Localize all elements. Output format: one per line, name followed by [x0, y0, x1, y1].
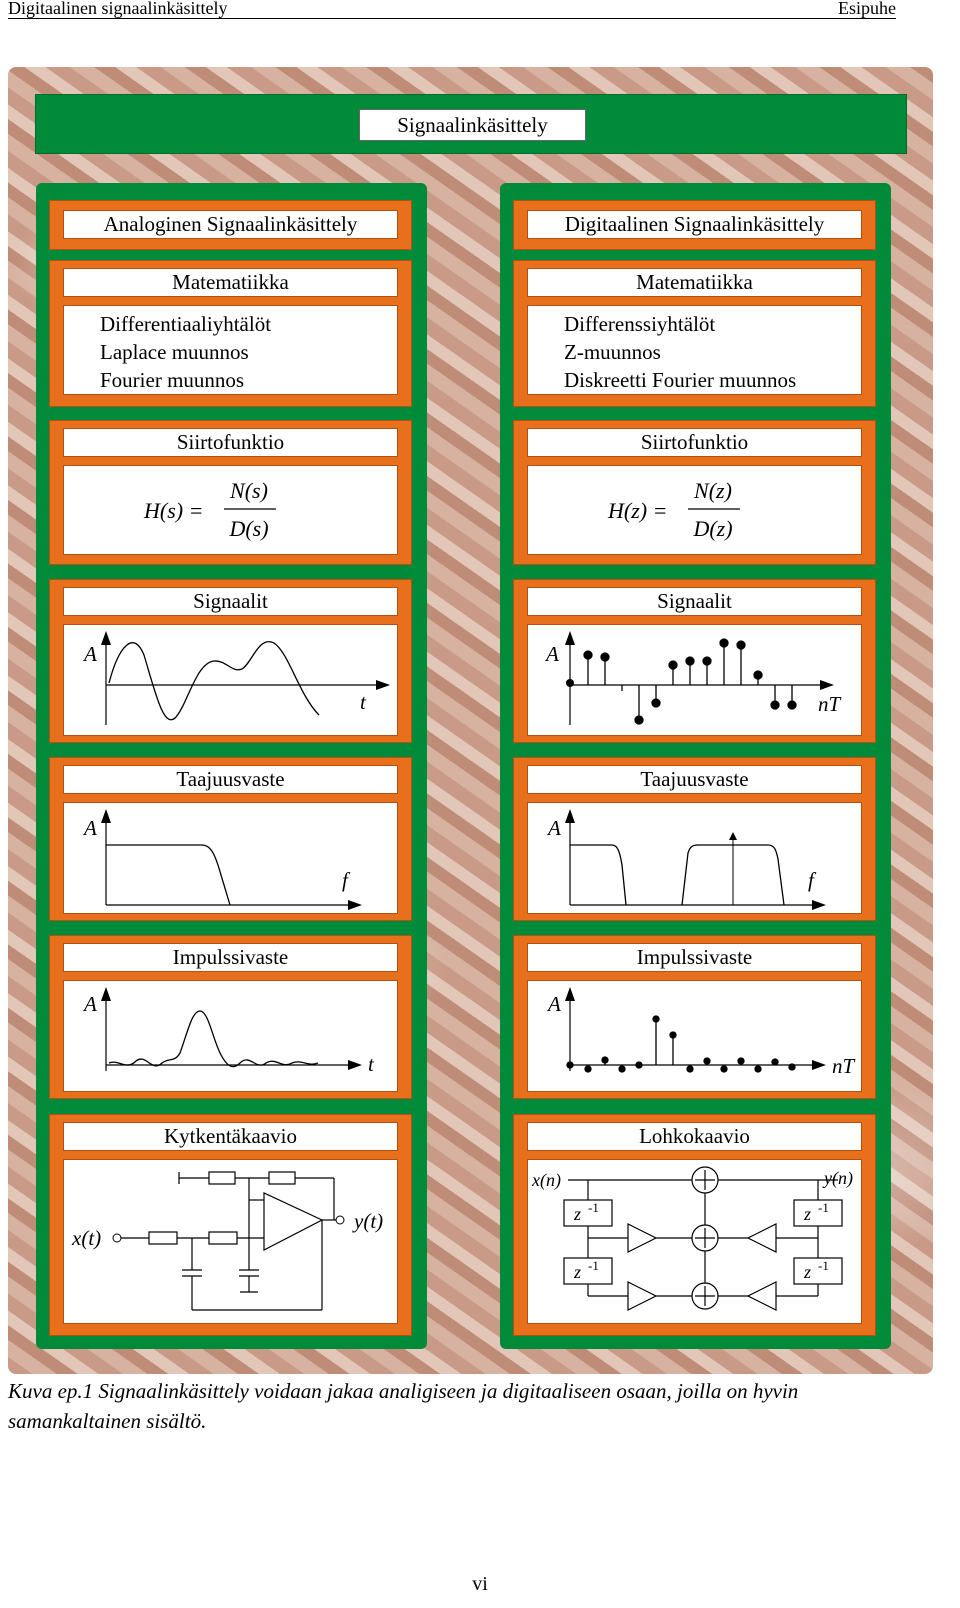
digital-math-body	[528, 306, 861, 394]
y-arrow-icon	[101, 987, 111, 1001]
analog-circuit-label: Kytkentäkaavio	[64, 1123, 397, 1150]
analog-column	[36, 183, 427, 1349]
x-arrow-icon	[820, 680, 834, 690]
y-axis-label: A	[548, 816, 561, 840]
y-axis-label: A	[84, 816, 97, 840]
delay-block	[564, 1200, 612, 1226]
nyquist-arrow-icon	[729, 832, 737, 840]
delay-symbol: z	[574, 1262, 582, 1282]
delay-block	[794, 1258, 842, 1284]
digital-freq-panel	[514, 758, 875, 920]
analog-impulse-label: Impulssivaste	[64, 944, 397, 971]
input-terminal	[113, 1234, 121, 1242]
analog-impulse-panel	[50, 936, 411, 1098]
x-arrow-icon	[812, 900, 826, 910]
digital-block-body	[528, 1160, 861, 1323]
analog-freq-body	[64, 803, 397, 913]
analog-impulse-body	[64, 981, 397, 1091]
digital-transfer-body	[528, 466, 861, 554]
digital-signals-label: Signaalit	[528, 588, 861, 615]
analog-transfer-label: Siirtofunktio	[64, 429, 397, 456]
digital-transfer-formula	[528, 466, 861, 554]
analog-transfer-body	[64, 466, 397, 554]
digital-block-panel	[514, 1115, 875, 1335]
analog-signals-body	[64, 625, 397, 735]
delay-exponent: -1	[588, 1258, 599, 1273]
digital-math-label: Matematiikka	[528, 269, 861, 296]
analog-transfer-panel	[50, 421, 411, 564]
sample-stems	[584, 639, 796, 724]
formula-denominator: D(s)	[229, 516, 269, 541]
x-axis-label: nT	[832, 1054, 855, 1078]
analog-math-lines	[100, 310, 271, 394]
digital-transfer-panel	[514, 421, 875, 564]
y-arrow-icon	[565, 631, 575, 645]
block-input-label: x(n)	[532, 1170, 561, 1190]
delay-exponent: -1	[818, 1200, 829, 1215]
analog-math-line: Fourier muunnos	[100, 368, 245, 392]
lowpass-curve	[106, 845, 230, 905]
analog-math-body	[64, 306, 397, 394]
formula-lhs: H(z) =	[608, 498, 668, 523]
x-axis-label: f	[342, 868, 348, 892]
y-arrow-icon	[565, 809, 575, 823]
block-wires	[568, 1167, 838, 1310]
x-axis-label: f	[808, 868, 814, 892]
digital-freq-plot	[528, 803, 861, 913]
y-arrow-icon	[101, 809, 111, 823]
digital-heading: Digitaalinen Signaalinkäsittely	[528, 211, 861, 238]
digital-math-panel	[514, 261, 875, 406]
x-axis-label: t	[360, 690, 366, 714]
digital-column	[500, 183, 891, 1349]
analog-transfer-formula	[64, 466, 397, 554]
analog-impulse-plot	[64, 981, 397, 1091]
sample-dot	[566, 679, 574, 687]
x-arrow-icon	[376, 680, 390, 690]
circuit-output-label: y(t)	[354, 1209, 384, 1233]
analog-heading: Analoginen Signaalinkäsittely	[64, 211, 397, 238]
x-arrow-icon	[348, 1060, 362, 1070]
diagram-poster	[8, 67, 933, 1374]
y-axis-label: A	[84, 992, 97, 1016]
circuit-wires	[121, 1172, 336, 1310]
digital-transfer-label: Siirtofunktio	[528, 429, 861, 456]
digital-impulse-panel	[514, 936, 875, 1098]
y-axis-label: A	[548, 992, 561, 1016]
delay-symbol: z	[574, 1204, 582, 1224]
x-arrow-icon	[348, 900, 362, 910]
formula-denominator: D(z)	[693, 516, 733, 541]
formula-numerator: N(s)	[230, 478, 268, 503]
analog-signal-curve	[109, 642, 319, 720]
y-axis-label: A	[546, 642, 559, 666]
digital-impulse-body	[528, 981, 861, 1091]
analog-signals-label: Signaalit	[64, 588, 397, 615]
digital-math-line: Z-muunnos	[564, 340, 661, 364]
circuit-diagram	[64, 1160, 397, 1323]
block-output-label: y(n)	[824, 1168, 853, 1188]
impulse-stems	[567, 1016, 795, 1072]
delay-symbol: z	[804, 1204, 812, 1224]
delay-exponent: -1	[818, 1258, 829, 1273]
diagram-title: Signaalinkäsittely	[359, 109, 586, 141]
digital-math-line: Diskreetti Fourier muunnos	[564, 368, 797, 392]
x-axis-label: t	[368, 1052, 374, 1076]
analog-freq-label: Taajuusvaste	[64, 766, 397, 793]
sinc-curve	[109, 1011, 318, 1067]
analog-math-panel	[50, 261, 411, 406]
analog-heading-panel	[50, 201, 411, 249]
analog-math-label: Matematiikka	[64, 269, 397, 296]
formula-numerator: N(z)	[694, 478, 732, 503]
delay-exponent: -1	[588, 1200, 599, 1215]
digital-math-line: Differenssiyhtälöt	[564, 312, 716, 336]
figure-caption: Kuva ep.1 Signaalinkäsittely voidaan jakaa analigiseen ja digitaaliseen osaan, joilla on hyvin samankaltainen sisältö.	[8, 1379, 799, 1433]
analog-circuit-panel	[50, 1115, 411, 1335]
digital-math-lines	[564, 310, 796, 394]
digital-freq-label: Taajuusvaste	[528, 766, 861, 793]
digital-signals-body	[528, 625, 861, 735]
analog-freq-panel	[50, 758, 411, 920]
periodic-spectrum-curve	[570, 845, 784, 905]
delay-block	[564, 1258, 612, 1284]
block-diagram	[528, 1160, 861, 1323]
delay-block	[794, 1200, 842, 1226]
y-arrow-icon	[101, 631, 111, 645]
analog-signal-plot	[64, 625, 397, 735]
circuit-input-label: x(t)	[72, 1226, 102, 1250]
output-terminal	[336, 1216, 344, 1224]
digital-block-label: Lohkokaavio	[528, 1123, 861, 1150]
digital-freq-body	[528, 803, 861, 913]
analog-math-line: Laplace muunnos	[100, 340, 249, 364]
page-number: vi	[472, 1573, 488, 1595]
analog-circuit-body	[64, 1160, 397, 1323]
page-header	[8, 0, 896, 19]
title-bar	[36, 95, 906, 153]
digital-heading-panel	[514, 201, 875, 249]
y-arrow-icon	[565, 987, 575, 1001]
header-left: Digitaalinen signaalinkäsittely	[8, 0, 228, 18]
digital-impulse-plot	[528, 981, 861, 1091]
x-arrow-icon	[812, 1060, 826, 1070]
analog-math-line: Differentiaaliyhtälöt	[100, 312, 272, 336]
x-axis-label: nT	[818, 692, 841, 716]
formula-lhs: H(s) =	[144, 498, 204, 523]
digital-impulse-label: Impulssivaste	[528, 944, 861, 971]
y-axis-label: A	[84, 642, 97, 666]
delay-symbol: z	[804, 1262, 812, 1282]
header-right: Esipuhe	[838, 0, 896, 18]
digital-signals-panel	[514, 580, 875, 742]
digital-signal-plot	[528, 625, 861, 735]
analog-freq-plot	[64, 803, 397, 913]
analog-signals-panel	[50, 580, 411, 742]
